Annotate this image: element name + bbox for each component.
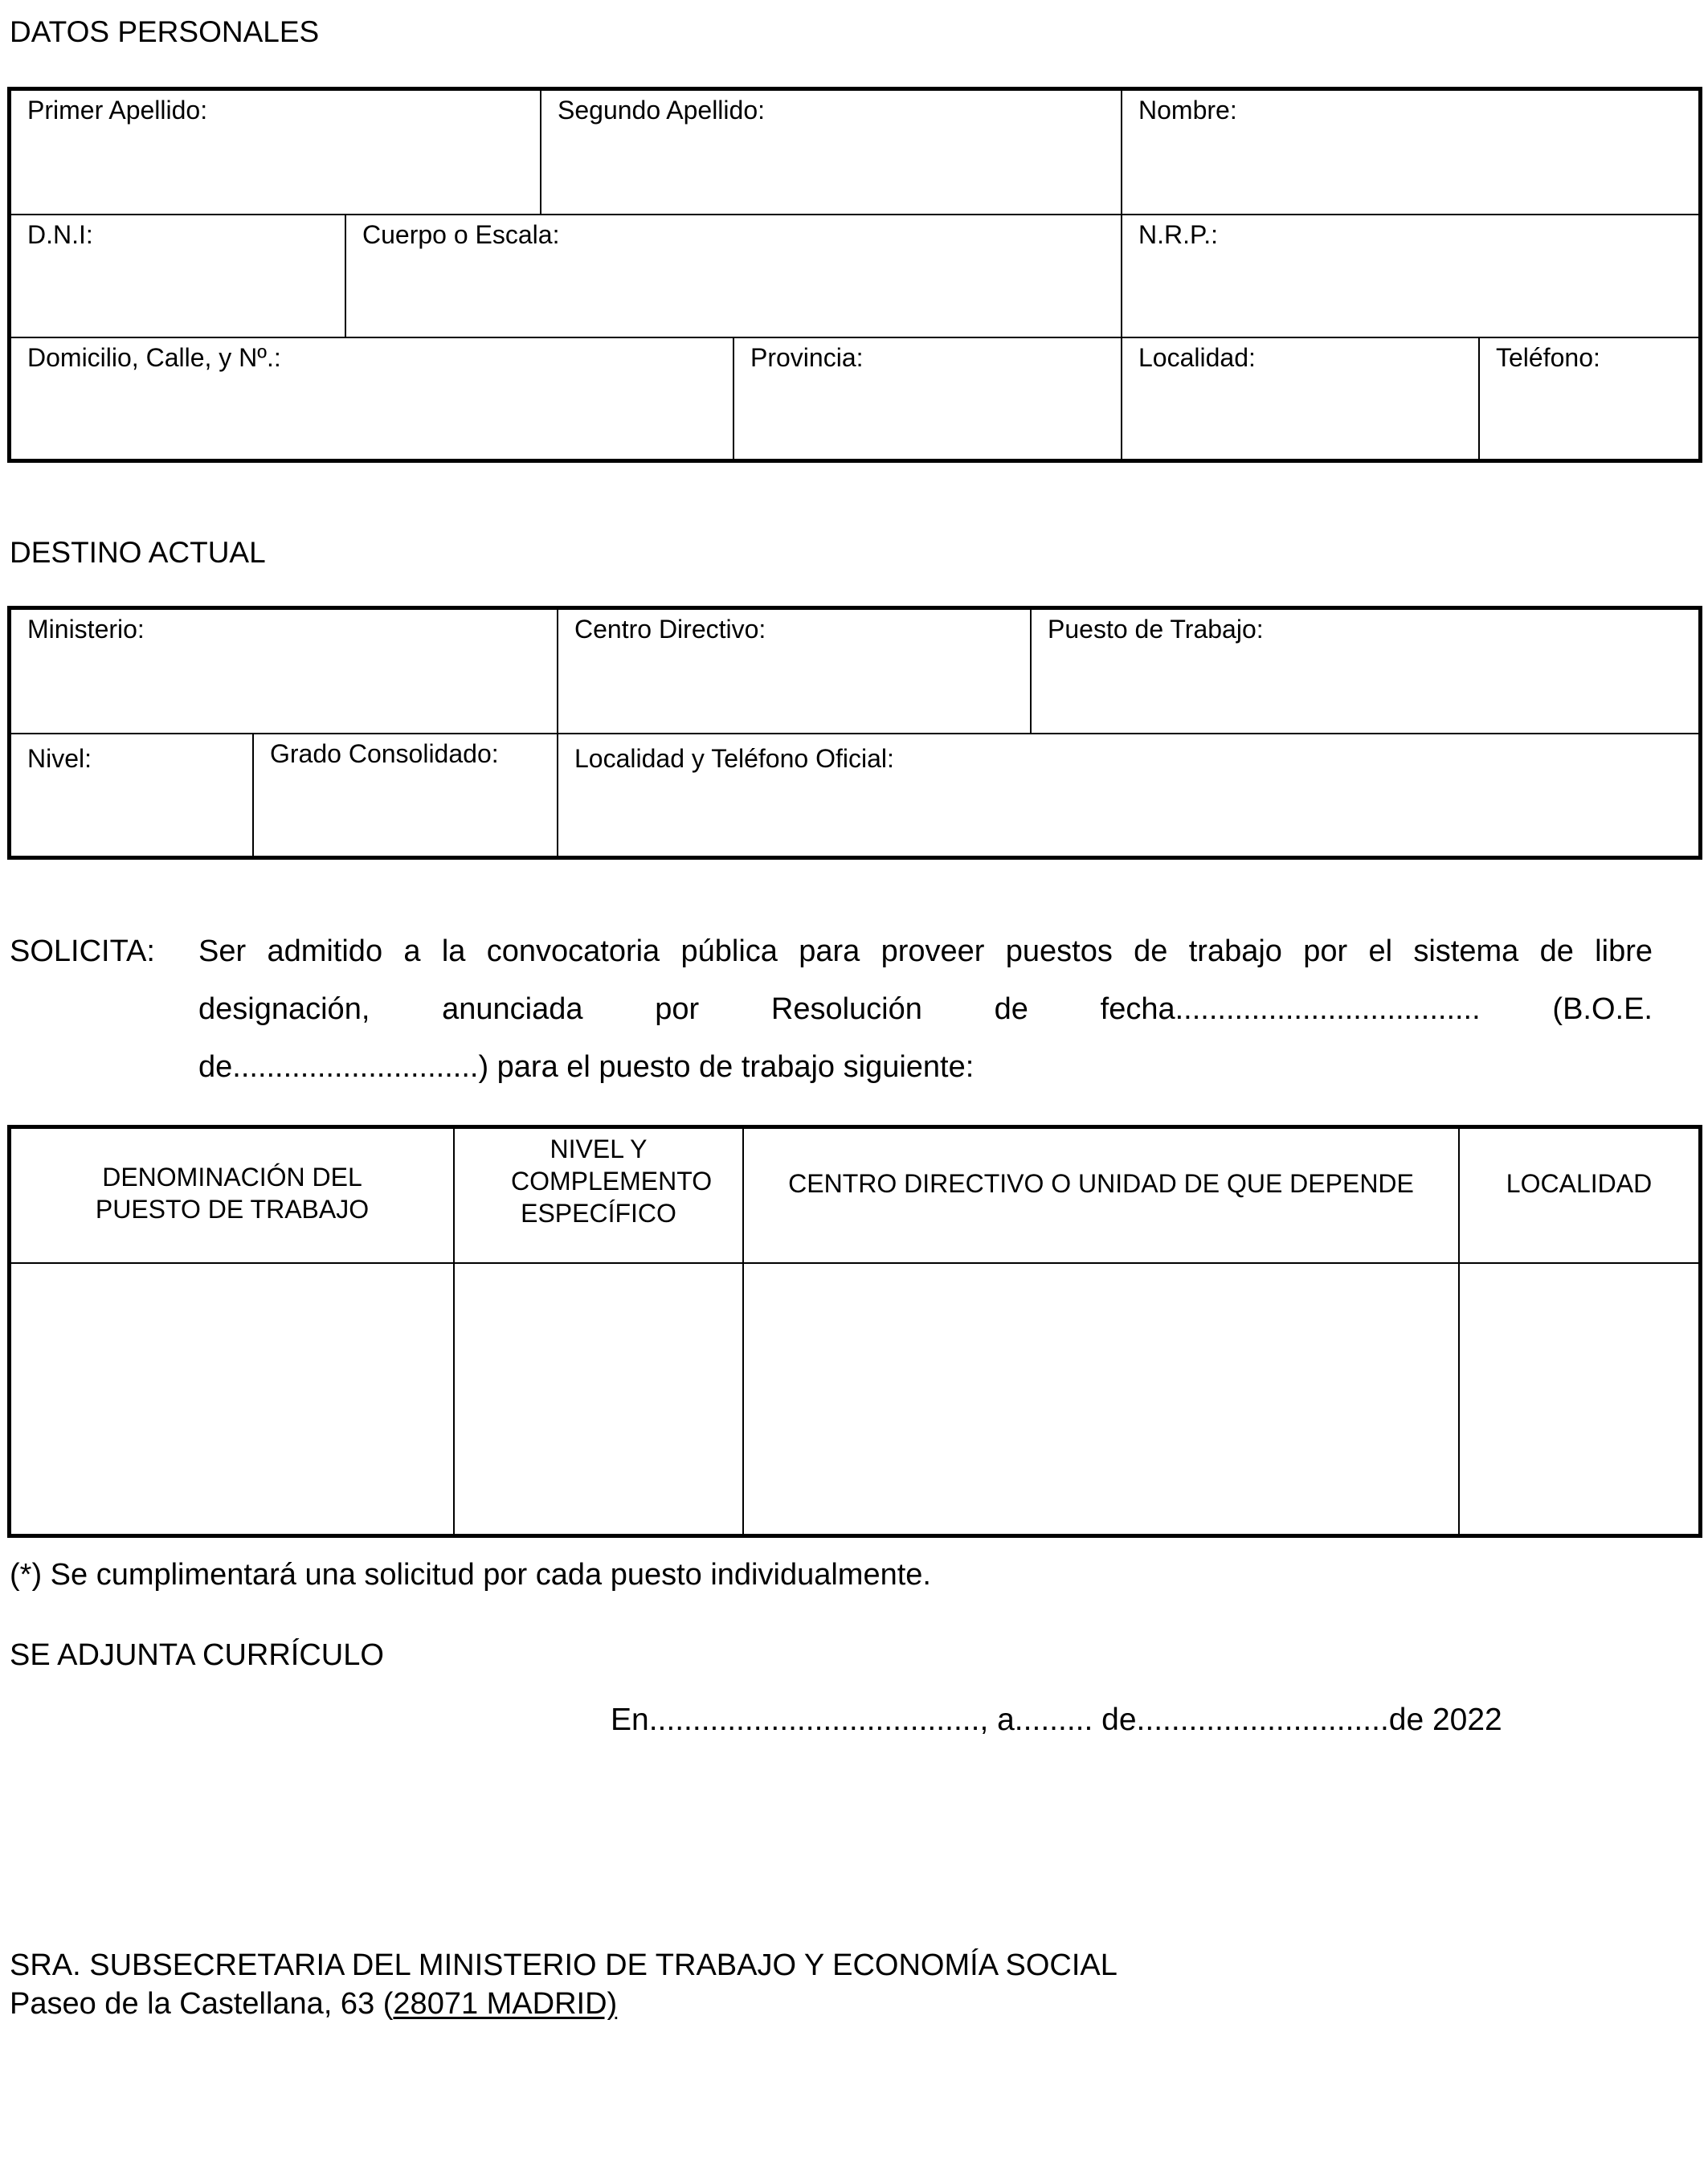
dni-field[interactable] [11,215,346,338]
localidad-telefono-oficial-field[interactable] [558,734,1698,856]
nrp-field[interactable] [1122,215,1698,338]
fecha-linea: En......................................, a......... de.............................de 2022 [611,1703,1502,1737]
header-nivel-complemento [455,1129,744,1264]
dni-label: D.N.I: [27,220,93,249]
localidad-telefono-oficial-label: Localidad y Teléfono Oficial: [574,744,894,773]
header-localidad [1460,1129,1698,1264]
nivel-label: Nivel: [27,744,92,773]
segundo-apellido-label: Segundo Apellido: [558,96,765,125]
provincia-field[interactable] [734,338,1122,459]
cuerpo-escala-field[interactable] [346,215,1122,338]
personal-data-table [7,87,1702,463]
domicilio-field[interactable] [11,338,734,459]
grado-consolidado-label: Grado Consolidado: [270,739,499,768]
address-postal-code: 28071 MADRID) [393,1987,618,2021]
domicilio-label: Domicilio, Calle, y Nº.: [27,343,281,372]
puesto-trabajo-label: Puesto de Trabajo: [1048,615,1264,644]
nombre-label: Nombre: [1138,96,1237,125]
puesto-localidad-cell[interactable] [1460,1264,1698,1534]
header-centro-directivo-text: CENTRO DIRECTIVO O UNIDAD DE QUE DEPENDE [788,1169,1414,1198]
ministerio-field[interactable] [11,610,558,734]
destino-actual-heading: DESTINO ACTUAL [10,536,266,569]
localidad-field[interactable] [1122,338,1480,459]
solicita-label: SOLICITA: [10,934,155,968]
header-nivel-complemento-text: NIVEL Y COMPLEMENTO ESPECÍFICO [511,1135,713,1228]
nivel-field[interactable] [11,734,254,856]
primer-apellido-label: Primer Apellido: [27,96,208,125]
puesto-centro-cell[interactable] [744,1264,1460,1534]
provincia-label: Provincia: [750,343,864,372]
telefono-field[interactable] [1480,338,1698,459]
puesto-nivel-cell[interactable] [455,1264,744,1534]
nrp-label: N.R.P.: [1138,220,1218,249]
address-prefix: Paseo de la Castellana, 63 ( [10,1987,394,2021]
centro-directivo-label: Centro Directivo: [574,615,766,644]
destinatario-address [10,1985,617,2023]
puesto-trabajo-field[interactable] [1032,610,1698,734]
localidad-label: Localidad: [1138,343,1256,372]
header-denominacion [11,1129,455,1264]
ministerio-label: Ministerio: [27,615,145,644]
header-centro-directivo [744,1129,1460,1264]
telefono-label: Teléfono: [1496,343,1600,372]
solicita-line-2: designación, anunciada por Resolución de fecha.................................... (B.O.E. [198,992,1653,1026]
segundo-apellido-field[interactable] [541,91,1122,215]
centro-directivo-field[interactable] [558,610,1032,734]
personal-data-heading: DATOS PERSONALES [10,15,320,48]
destino-actual-table [7,606,1702,860]
primer-apellido-field[interactable] [11,91,541,215]
header-denominacion-text: DENOMINACIÓN DEL PUESTO DE TRABAJO [95,1163,370,1224]
solicita-line-1: Ser admitido a la convocatoria pública para proveer puestos de trabajo por el sistema de libre [198,934,1653,968]
puesto-denominacion-cell[interactable] [11,1264,455,1534]
grado-consolidado-field[interactable] [254,734,558,856]
solicita-line-3: de.............................) para el puesto de trabajo siguiente: [198,1050,975,1084]
header-localidad-text: LOCALIDAD [1506,1169,1653,1198]
nombre-field[interactable] [1122,91,1698,215]
puestos-table [7,1125,1702,1538]
adjunta-curriculo: SE ADJUNTA CURRÍCULO [10,1638,384,1672]
destinatario-line-1: SRA. SUBSECRETARIA DEL MINISTERIO DE TRABAJO Y ECONOMÍA SOCIAL [10,1948,1118,1982]
footnote: (*) Se cumplimentará una solicitud por cada puesto individualmente. [10,1558,931,1592]
cuerpo-escala-label: Cuerpo o Escala: [362,220,560,249]
